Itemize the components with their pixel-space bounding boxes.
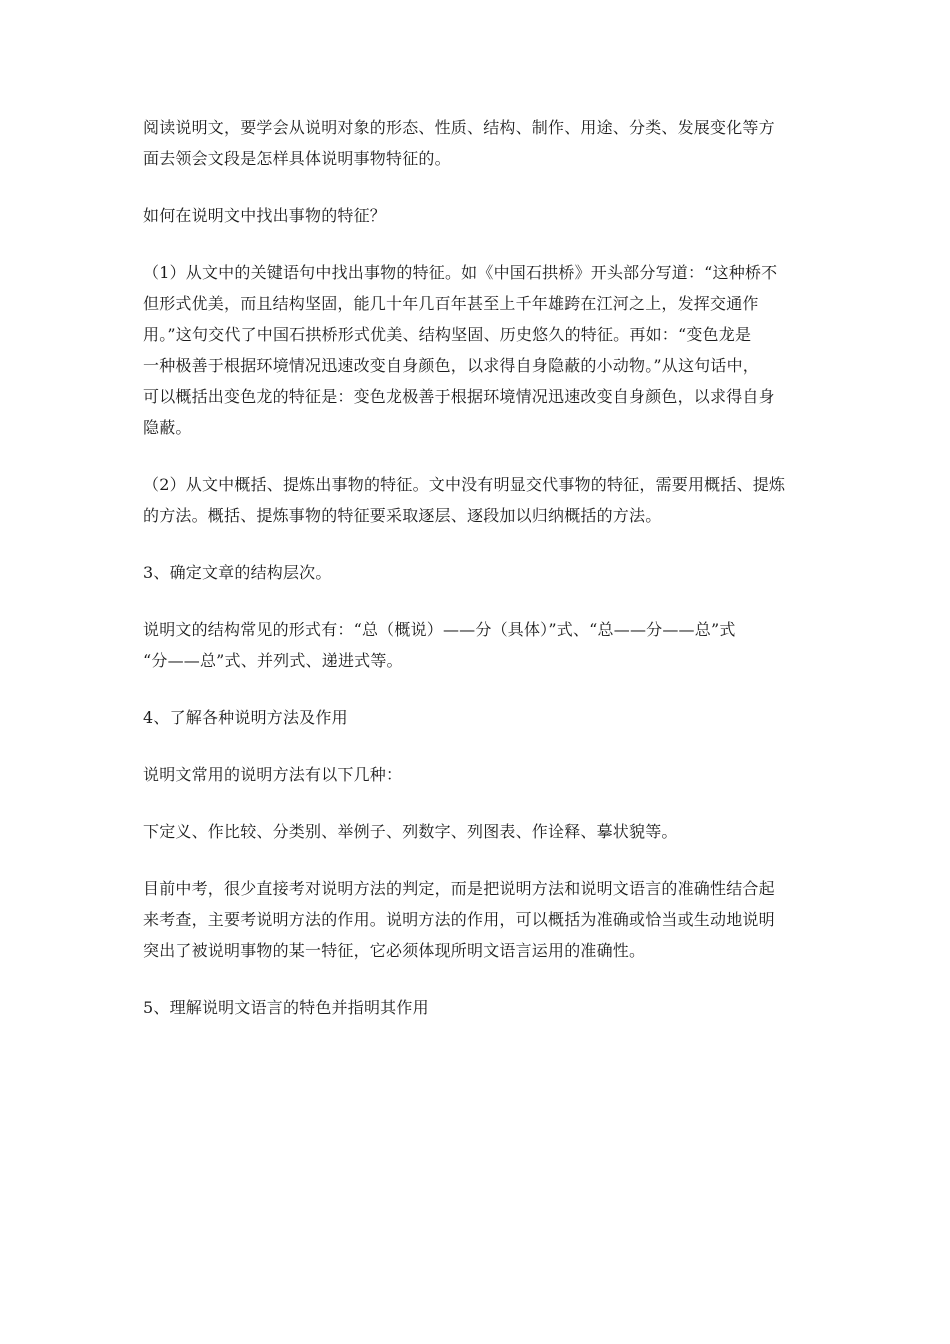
document-page: [143, 112, 809, 1049]
text-line: （1）从文中的关键语句中找出事物的特征。如《中国石拱桥》开头部分写道：“这种桥不: [143, 263, 778, 282]
text-line: 面去领会文段是怎样具体说明事物特征的。: [143, 149, 451, 168]
text-line: 隐蔽。: [143, 418, 192, 437]
paragraph-point-1: [143, 257, 809, 443]
text-line: 5、理解说明文语言的特色并指明其作用: [143, 998, 429, 1017]
text-line: 如何在说明文中找出事物的特征？: [143, 206, 387, 225]
section-heading-3: [143, 557, 809, 588]
section-heading-5: [143, 992, 809, 1023]
text-line: 突出了被说明事物的某一特征，它必须体现所明文语言运用的准确性。: [143, 941, 646, 960]
section-heading-4: [143, 702, 809, 733]
text-line: 说明文的结构常见的形式有：“总（概说）——分（具体）”式、“总——分——总”式: [143, 620, 736, 639]
text-line: 3、确定文章的结构层次。: [143, 563, 332, 582]
paragraph-intro: [143, 112, 809, 174]
paragraph-structure: [143, 614, 809, 676]
text-line: 的方法。概括、提炼事物的特征要采取逐层、逐段加以归纳概括的方法。: [143, 506, 662, 525]
text-line: 用。”这句交代了中国石拱桥形式优美、结构坚固、历史悠久的特征。再如：“变色龙是: [143, 325, 752, 344]
text-line: （2）从文中概括、提炼出事物的特征。文中没有明显交代事物的特征，需要用概括、提炼: [143, 475, 786, 494]
paragraph-question: [143, 200, 809, 231]
paragraph-point-2: [143, 469, 809, 531]
text-line: 目前中考，很少直接考对说明方法的判定，而是把说明方法和说明文语言的准确性结合起: [143, 879, 775, 898]
text-line: 说明文常用的说明方法有以下几种：: [143, 765, 403, 784]
text-line: 一种极善于根据环境情况迅速改变自身颜色，以求得自身隐蔽的小动物。”从这句话中，: [143, 356, 759, 375]
paragraph-methods-intro: [143, 759, 809, 790]
text-line: 但形式优美，而且结构坚固，能几十年几百年甚至上千年雄跨在江河之上，发挥交通作: [143, 294, 759, 313]
text-line: 来考查，主要考说明方法的作用。说明方法的作用，可以概括为准确或恰当或生动地说明: [143, 910, 775, 929]
paragraph-methods-list: [143, 816, 809, 847]
text-line: 4、了解各种说明方法及作用: [143, 708, 348, 727]
text-line: 下定义、作比较、分类别、举例子、列数字、列图表、作诠释、摹状貌等。: [143, 822, 678, 841]
paragraph-exam-note: [143, 873, 809, 966]
text-line: 阅读说明文，要学会从说明对象的形态、性质、结构、制作、用途、分类、发展变化等方: [143, 118, 775, 137]
text-line: “分——总”式、并列式、递进式等。: [143, 651, 403, 670]
text-line: 可以概括出变色龙的特征是：变色龙极善于根据环境情况迅速改变自身颜色，以求得自身: [143, 387, 775, 406]
